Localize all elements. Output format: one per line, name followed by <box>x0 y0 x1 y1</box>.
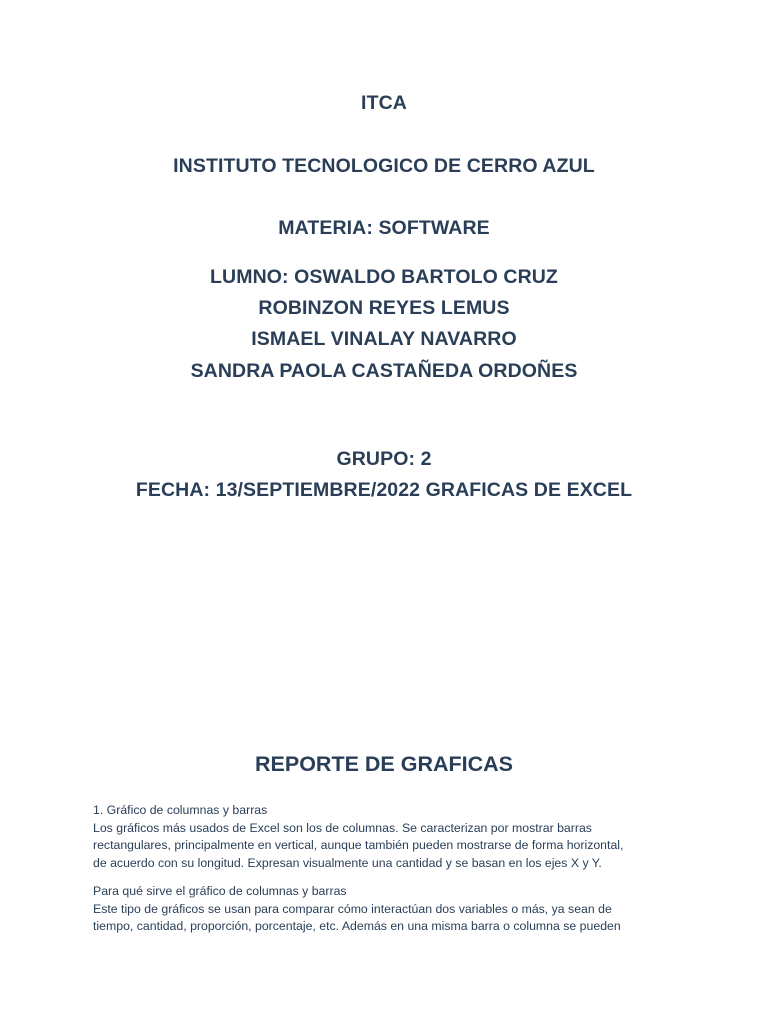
student-line-4: SANDRA PAOLA CASTAÑEDA ORDOÑES <box>190 360 578 382</box>
student-line-2: ROBINZON REYES LEMUS <box>258 297 510 319</box>
student-line-1: LUMNO: OSWALDO BARTOLO CRUZ <box>210 266 558 288</box>
section-2-heading: Para qué sirve el gráfico de columnas y barras <box>93 884 347 898</box>
section-2-line: tiempo, cantidad, proporción, porcentaje, etc. Además en una misma barra o columna se pueden <box>93 919 621 933</box>
section-2 <box>93 883 693 936</box>
section-1-line: de acuerdo con su longitud. Expresan visualmente una cantidad y se basan en los ejes X y Y. <box>93 855 602 870</box>
student-line-3: ISMAEL VINALAY NAVARRO <box>251 328 517 350</box>
section-1 <box>93 802 693 872</box>
date-line: FECHA: 13/SEPTIEMBRE/2022 GRAFICAS DE EXCEL <box>135 479 633 501</box>
institution-short-title: ITCA <box>361 92 407 114</box>
section-1-heading: 1. Gráfico de columnas y barras <box>93 803 268 817</box>
report-title: REPORTE DE GRAFICAS <box>254 752 514 776</box>
institution-full-title: INSTITUTO TECNOLOGICO DE CERRO AZUL <box>173 155 595 177</box>
subject-line: MATERIA: SOFTWARE <box>278 217 490 239</box>
section-2-line: Este tipo de gráficos se usan para comparar cómo interactúan dos variables o más, ya sean de <box>93 901 612 916</box>
section-1-line: Los gráficos más usados de Excel son los de columnas. Se caracterizan por mostrar barras <box>93 820 592 835</box>
section-1-line: rectangulares, principalmente en vertical, aunque también pueden mostrarse de forma horizontal, <box>93 838 624 852</box>
group-line: GRUPO: 2 <box>336 448 432 470</box>
